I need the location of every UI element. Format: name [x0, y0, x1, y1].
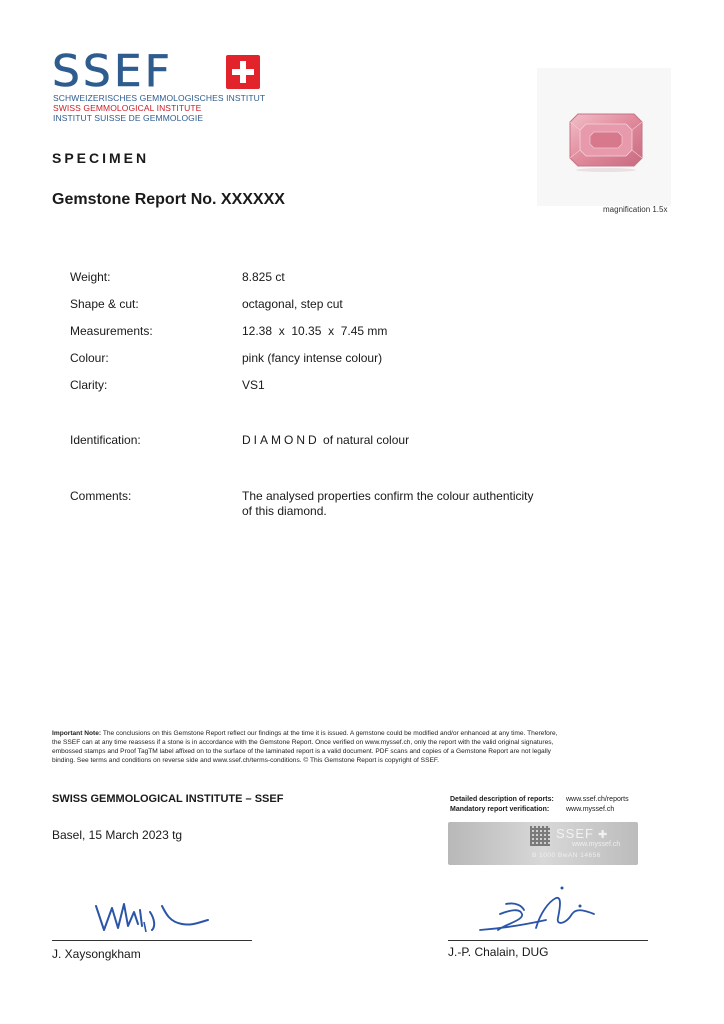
institute-name-english: SWISS GEMMOLOGICAL INSTITUTE	[53, 103, 202, 113]
important-note	[52, 729, 672, 765]
comments-value	[242, 489, 534, 519]
ssef-logo-wordmark: SSEF	[52, 46, 173, 97]
institute-name-german: SCHWEIZERISCHES GEMMOLOGISCHES INSTITUT	[53, 93, 266, 103]
institute-name-french: INSTITUT SUISSE DE GEMMOLOGIE	[53, 113, 204, 123]
note-title: Important Note:	[52, 730, 102, 737]
colour-label: Colour:	[70, 351, 109, 365]
comments-label: Comments:	[70, 489, 132, 503]
specimen-label: SPECIMEN	[52, 150, 150, 166]
comments-line: of this diamond.	[242, 504, 327, 518]
colour-value: pink (fancy intense colour)	[242, 351, 383, 365]
footer-institute-name: SWISS GEMMOLOGICAL INSTITUTE – SSEF	[52, 793, 284, 805]
tag-serial-number: B 1000 BwAN 14656	[532, 852, 601, 859]
report-verification-link[interactable]: www.myssef.ch	[566, 806, 615, 813]
shape-cut-label: Shape & cut:	[70, 297, 139, 311]
identification-value	[242, 433, 409, 447]
identification-species: DIAMOND	[242, 433, 320, 447]
report-verification-label: Mandatory report verification:	[450, 806, 550, 813]
note-line: the SSEF can at any time reassess if a stone is in accordance with the Gemstone Report. Once verified on www.myssef.ch, only the report with the valid original signatures,	[52, 739, 554, 746]
signature-left	[92, 892, 212, 940]
weight-label: Weight:	[70, 270, 111, 284]
gemstone-image	[566, 110, 646, 172]
identification-label: Identification:	[70, 433, 141, 447]
signer-left-name: J. Xaysongkham	[52, 947, 141, 961]
measurements-value: 12.38 x 10.35 x 7.45 mm	[242, 324, 388, 338]
shape-cut-value: octagonal, step cut	[242, 297, 343, 311]
swiss-cross-icon	[226, 55, 260, 89]
magnification-caption: magnification 1.5x	[603, 205, 668, 214]
signature-right	[476, 884, 626, 940]
clarity-label: Clarity:	[70, 378, 108, 392]
comments-line: The analysed properties confirm the colour authenticity	[242, 489, 534, 503]
qr-code-icon	[530, 826, 550, 846]
identification-suffix: of natural colour	[323, 433, 410, 447]
signature-line-left	[52, 940, 252, 941]
signer-right-name: J.-P. Chalain, DUG	[448, 945, 549, 959]
note-line: binding. See terms and conditions on reverse side and www.ssef.ch/terms-conditions. © This Gemstone Report is copyright of SSEF.	[52, 757, 439, 764]
note-line	[52, 729, 672, 738]
report-description-label: Detailed description of reports:	[450, 796, 554, 803]
report-title: Gemstone Report No. XXXXXX	[52, 191, 285, 208]
note-line: embossed stamps and Proof TagTM label affixed on to the surface of the laminated report is a valid document. PDF scans and copies of a Gemstone Report are not legally	[52, 748, 551, 755]
clarity-value: VS1	[242, 378, 265, 392]
report-description-link[interactable]: www.ssef.ch/reports	[566, 796, 629, 803]
tag-url: www.myssef.ch	[572, 841, 621, 848]
weight-value: 8.825 ct	[242, 270, 285, 284]
measurements-label: Measurements:	[70, 324, 153, 338]
place-date: Basel, 15 March 2023 tg	[52, 828, 183, 842]
signature-line-right	[448, 940, 648, 941]
tag-brand: SSEF ✚	[556, 826, 609, 841]
note-text: The conclusions on this Gemstone Report reflect our findings at the time it is issued. A gemstone could be modified and/or enhanced at any time. Therefore,	[102, 730, 558, 737]
